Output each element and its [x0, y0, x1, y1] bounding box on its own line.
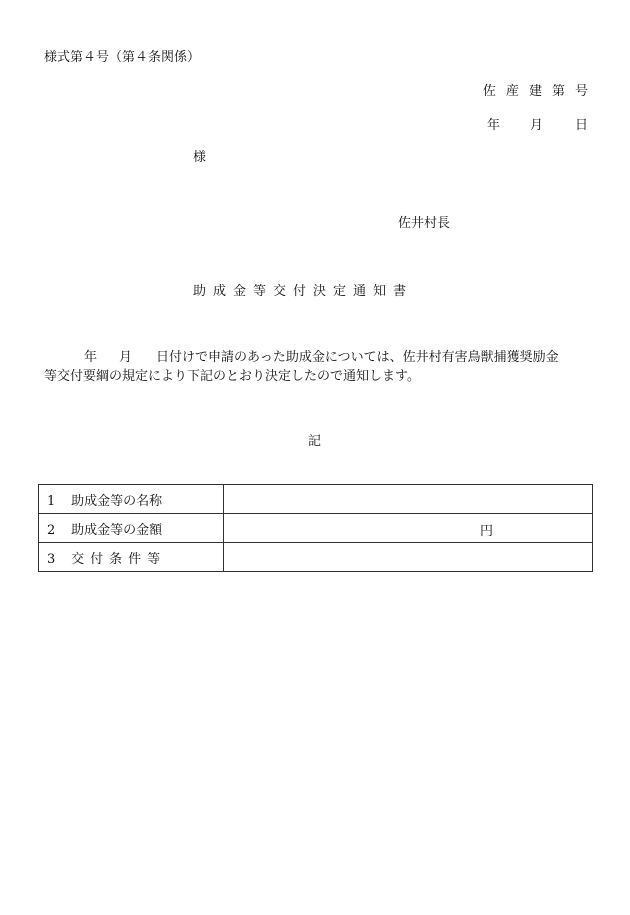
addressee-honorific: 様: [193, 150, 207, 165]
body-line-1-text: 日付けで申請のあった助成金については、佐井村有害鳥獣捕獲奨励金: [156, 350, 559, 365]
item-label-cell: [39, 514, 224, 543]
item-value-cell: [224, 485, 593, 514]
item-label: 助成金等の金額: [71, 522, 163, 538]
item-value-cell: [224, 514, 593, 543]
sender-name: 佐井村長: [398, 216, 451, 231]
reference-char: 産: [505, 84, 519, 99]
reference-number: [483, 84, 588, 100]
reference-char: 号: [574, 84, 588, 99]
table-row: [39, 514, 593, 543]
item-value-cell: [224, 543, 593, 572]
item-number: 2: [47, 522, 56, 538]
body-month: 月: [119, 350, 133, 365]
item-label: 助成金等の名称: [71, 493, 163, 509]
document-title: 助成金等交付決定通知書: [193, 284, 414, 299]
form-number: 様式第４号（第４条関係）: [44, 50, 201, 65]
yen-unit: 円: [480, 524, 494, 539]
issue-date: [487, 118, 588, 134]
body-line-1: [44, 348, 592, 367]
details-table: [38, 484, 593, 572]
notice-body: [44, 348, 592, 386]
table-row: [39, 485, 593, 514]
item-label: 交付条件等: [71, 551, 167, 567]
item-label-cell: [39, 543, 224, 572]
item-number: 1: [47, 493, 56, 509]
item-label-cell: [39, 485, 224, 514]
date-month: 月: [529, 118, 543, 133]
date-day: 日: [574, 118, 588, 133]
table-row: [39, 543, 593, 572]
body-line-2: 等交付要綱の規定により下記のとおり決定したので通知します。: [44, 369, 420, 384]
reference-char: 建: [528, 84, 542, 99]
reference-char: 第: [551, 84, 565, 99]
date-year: 年: [486, 118, 500, 133]
reference-char: 佐: [482, 84, 496, 99]
ki-heading: 記: [308, 434, 322, 449]
item-number: 3: [47, 551, 56, 567]
body-year: 年: [84, 350, 98, 365]
